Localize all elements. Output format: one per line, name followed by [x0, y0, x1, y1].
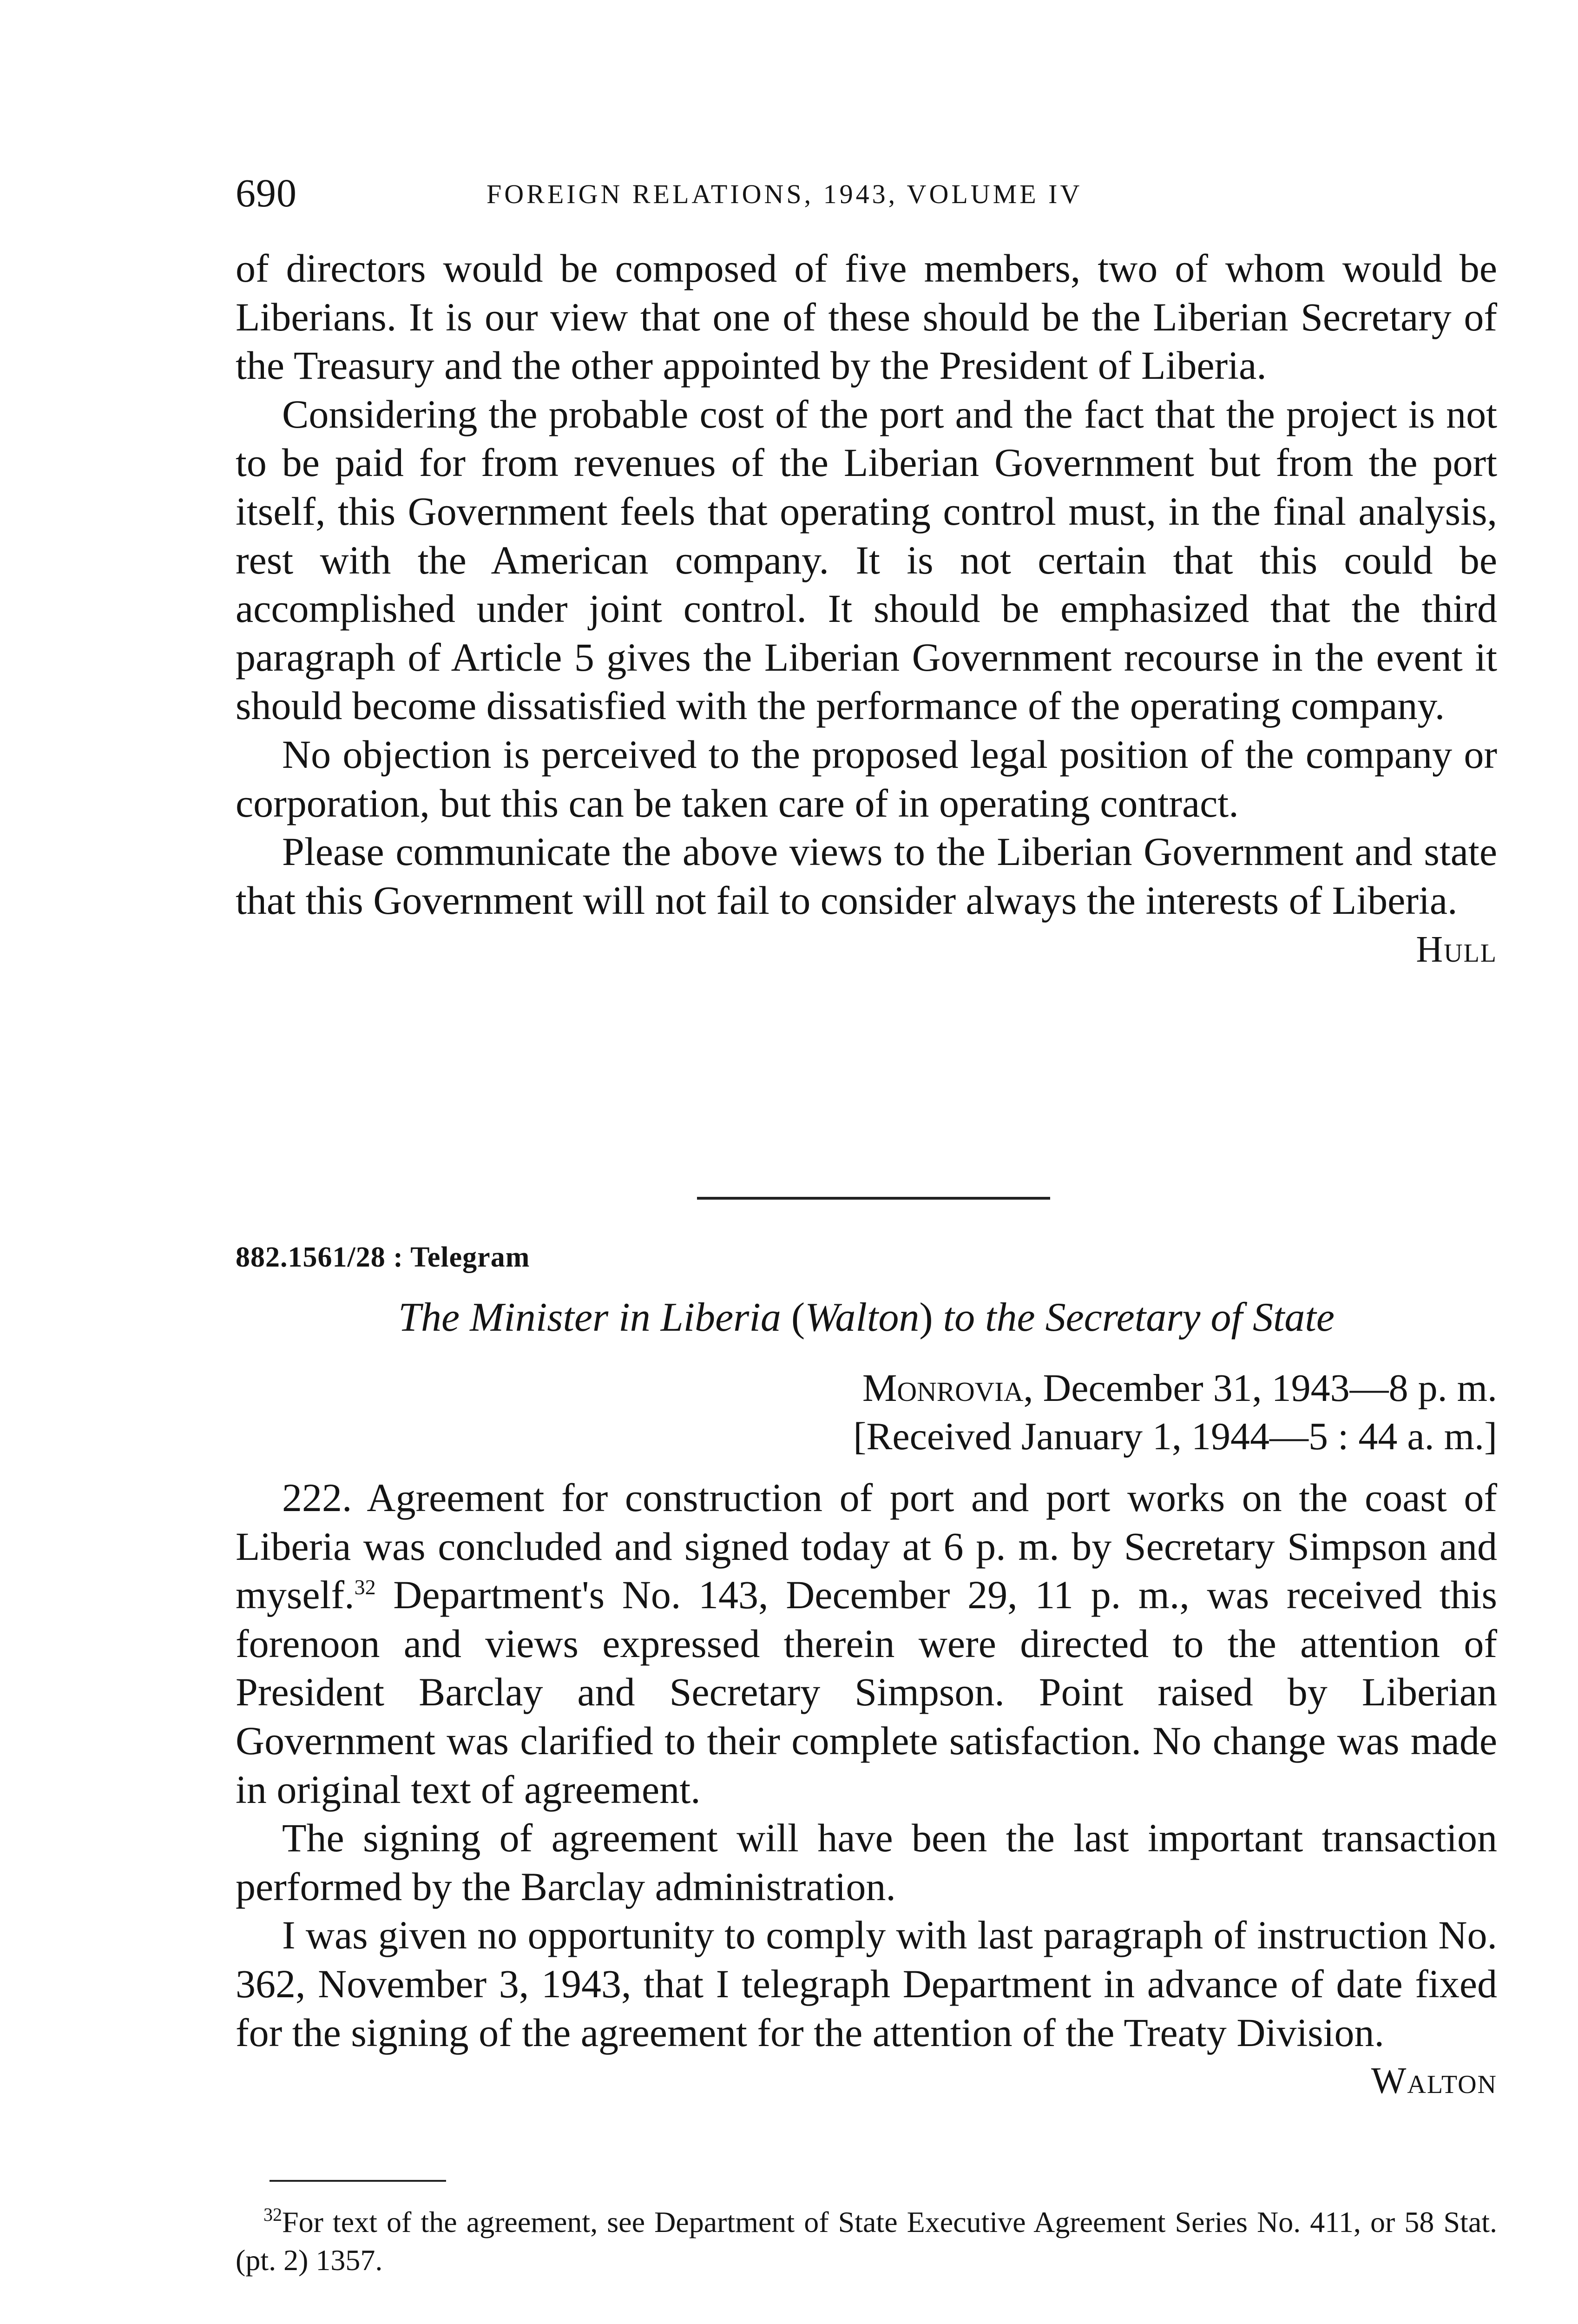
footnote-text: For text of the agreement, see Department of State Executive Agreement Series No. 411, or 58 Stat. (pt. 2) 1357.: [236, 2205, 1497, 2277]
running-head: FOREIGN RELATIONS, 1943, VOLUME IV: [487, 179, 1083, 209]
title-part: The Minister in Liberia: [398, 1295, 781, 1340]
dateline-sent: December 31, 1943—8 p. m.: [1043, 1367, 1497, 1410]
section-1-body: [236, 244, 1497, 974]
paragraph: [236, 1473, 1497, 1814]
dateline-sent-line: [853, 1364, 1497, 1413]
paragraph: The signing of agreement will have been the last important transaction performed by the Barclay administration.: [236, 1816, 1497, 1909]
footnote-marker: 32: [263, 2204, 282, 2225]
footnote-reference: 32: [354, 1575, 376, 1599]
title-paren-close: ): [919, 1295, 933, 1340]
page-header: [236, 167, 1497, 218]
paragraph-text: 222. Agreement for construction of port and port works on the coast of Liberia was concluded and signed today at 6 p. m. by Secretary Simpson and myself.: [236, 1475, 1497, 1618]
footnote-rule: [270, 2180, 446, 2182]
paragraph: No objection is perceived to the proposed legal position of the company or corporation, but this can be taken care of in operating contract.: [236, 732, 1497, 825]
signature-hull: Hull: [1416, 929, 1497, 971]
paragraph: Considering the probable cost of the port and the fact that the project is not to be paid for from revenues of the Liberian Government but from the port itself, this Government feels that operating control must, in the final analysis, rest with the American company. It is not certain that this could be accomplished under joint control. It should be emphasized that the third paragraph of Article 5 gives the Liberian Government recourse in the event it should become dissatisfied with the performance of the operating company.: [236, 391, 1497, 728]
signature-walton: Walton: [1371, 2060, 1497, 2102]
footnote: [236, 2203, 1497, 2279]
document-2-body: [236, 1473, 1497, 2105]
document-title: [236, 1292, 1497, 1343]
file-reference: 882.1561/28 : Telegram: [236, 1241, 530, 1273]
paragraph: Please communicate the above views to the Liberian Government and state that this Government will not fail to consider always the interests of Liberia.: [236, 829, 1497, 923]
title-paren-open: (: [791, 1295, 805, 1340]
title-part: to the Secretary of State: [943, 1295, 1335, 1340]
section-divider: [697, 1197, 1050, 1200]
paragraph-continued: of directors would be composed of five members, two of whom would be Liberians. It is our view that one of these should be the Liberian Secretary of the Treasury and the other appointed by the President of Liberia.: [236, 246, 1497, 388]
paragraph: I was given no opportunity to comply with last paragraph of instruction No. 362, November 3, 1943, that I telegraph Department in advance of date fixed for the signing of the agreement for the attention of the Treaty Division.: [236, 1913, 1497, 2055]
dateline-received: [Received January 1, 1944—5 : 44 a. m.]: [853, 1415, 1497, 1458]
dateline: [853, 1364, 1497, 1461]
dateline-place: Monrovia,: [862, 1367, 1033, 1410]
page-number: 690: [236, 171, 297, 215]
paragraph-text: Department's No. 143, December 29, 11 p. m., was received this forenoon and views expressed therein were directed to the attention of President Barclay and Secretary Simpson. Point raised by Liberian Government was clarified to their complete satisfaction. No change was made in original text of agreement.: [236, 1572, 1497, 1812]
title-name: Walton: [805, 1295, 920, 1340]
